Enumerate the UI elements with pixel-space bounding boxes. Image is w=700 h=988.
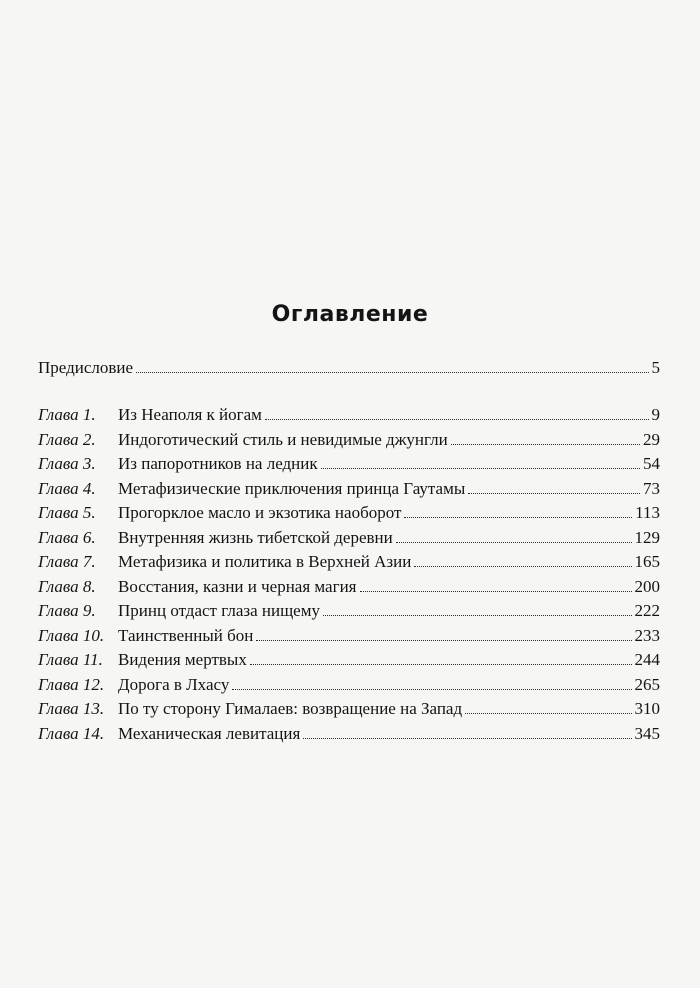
chapter-entry — [38, 698, 660, 723]
chapter-title: Метафизика и политика в Верхней Азии — [118, 552, 412, 571]
chapter-page-number: 165 — [634, 552, 660, 571]
dot-leader — [256, 640, 631, 641]
chapter-label: Глава 9. — [38, 601, 96, 620]
toc-heading: Оглавление — [271, 302, 429, 327]
chapter-title: Принц отдаст глаза нищему — [118, 601, 320, 620]
chapter-entry — [38, 625, 660, 650]
chapter-page-number: 265 — [634, 674, 660, 694]
dot-leader — [321, 468, 640, 469]
chapter-page-number: 345 — [634, 723, 660, 743]
chapter-label: Глава 14. — [38, 723, 105, 743]
chapter-title: Из папоротников на ледник — [118, 454, 318, 473]
chapter-label: Глава 8. — [38, 576, 96, 596]
chapter-entry — [38, 600, 660, 625]
dot-leader — [465, 713, 631, 714]
chapter-title: Дорога в Лхасу — [118, 674, 230, 694]
chapter-label: Глава 2. — [38, 429, 96, 449]
chapter-title: Внутренняя жизнь тибетской деревни — [118, 527, 393, 547]
chapter-page-number: 200 — [634, 576, 660, 596]
dot-leader — [136, 372, 648, 373]
chapter-title: Из Неаполя к йогам — [118, 405, 262, 424]
chapter-entry — [38, 576, 660, 601]
chapter-title: Прогорклое масло и экзотика наоборот — [118, 503, 402, 522]
preface-page-number: 5 — [651, 358, 660, 377]
chapter-label: Глава 6. — [38, 527, 96, 547]
chapter-page-number: 54 — [643, 454, 660, 473]
preface-title: Предисловие — [38, 358, 134, 377]
chapter-label: Глава 7. — [38, 552, 96, 571]
dot-leader — [414, 566, 631, 567]
chapter-page-number: 310 — [634, 699, 660, 718]
chapter-page-number: 233 — [634, 625, 660, 645]
chapter-page-number: 222 — [634, 601, 660, 620]
dot-leader — [404, 517, 632, 518]
chapter-page-number: 73 — [643, 478, 660, 498]
chapter-entry — [38, 649, 660, 674]
chapter-label: Глава 11. — [38, 650, 103, 669]
chapter-title: По ту сторону Гималаев: возвращение на Запад — [118, 699, 463, 718]
dot-leader — [250, 664, 632, 665]
dot-leader — [265, 419, 649, 420]
chapter-title: Индоготический стиль и невидимые джунгли — [118, 429, 448, 449]
chapter-entry — [38, 453, 660, 478]
dot-leader — [396, 542, 632, 543]
chapter-title: Таинственный бон — [118, 625, 254, 645]
chapter-label: Глава 1. — [38, 405, 96, 424]
chapter-label: Глава 5. — [38, 503, 96, 522]
chapter-entry — [38, 502, 660, 527]
chapter-page-number: 113 — [635, 503, 660, 522]
chapter-entry — [38, 404, 660, 429]
chapter-page-number: 9 — [651, 405, 660, 424]
dot-leader — [451, 444, 640, 445]
chapter-title: Механическая левитация — [118, 723, 301, 743]
dot-leader — [232, 689, 631, 690]
chapter-entry — [38, 674, 660, 699]
chapter-title: Метафизические приключения принца Гаутамы — [118, 478, 466, 498]
dot-leader — [303, 738, 631, 739]
chapter-label: Глава 10. — [38, 625, 105, 645]
chapter-page-number: 129 — [634, 527, 660, 547]
chapter-page-number: 29 — [643, 429, 660, 449]
chapter-entry — [38, 429, 660, 454]
toc-preface-entry — [38, 357, 660, 379]
dot-leader — [323, 615, 632, 616]
chapter-entry — [38, 723, 660, 748]
chapter-label: Глава 12. — [38, 674, 105, 694]
chapter-title: Видения мертвых — [118, 650, 247, 669]
chapter-title: Восстания, казни и черная магия — [118, 576, 357, 596]
chapter-list — [38, 404, 660, 747]
chapter-label: Глава 13. — [38, 699, 105, 718]
chapter-page-number: 244 — [634, 650, 660, 669]
chapter-label: Глава 4. — [38, 478, 96, 498]
chapter-entry — [38, 478, 660, 503]
dot-leader — [360, 591, 632, 592]
chapter-label: Глава 3. — [38, 454, 96, 473]
chapter-entry — [38, 527, 660, 552]
dot-leader — [468, 493, 640, 494]
chapter-entry — [38, 551, 660, 576]
